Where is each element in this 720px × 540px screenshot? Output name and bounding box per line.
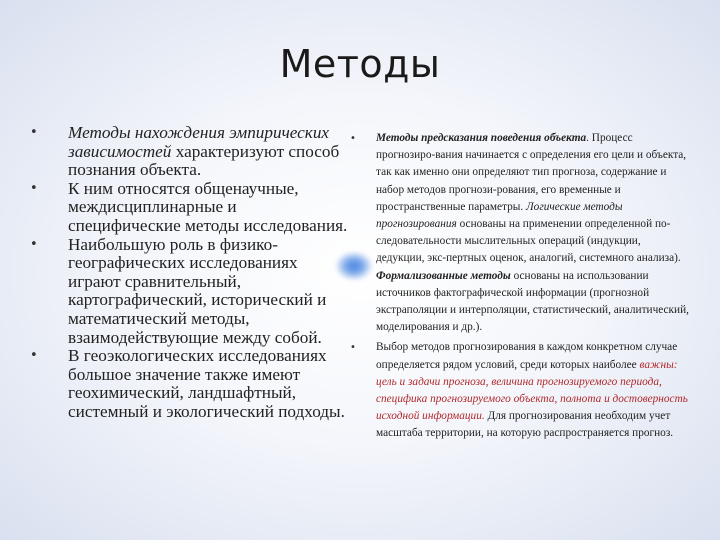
bullet-icon: • — [350, 342, 356, 354]
important-conditions-text: важны: цель и задачи прогноза, величина прогнозируемого периода, специфика прогнозируемого объекта, полнота и достоверность исходной информации. — [376, 358, 688, 423]
bullet-icon: • — [30, 125, 38, 140]
list-item — [30, 124, 348, 180]
right-bullet-list — [350, 130, 690, 443]
item-text: К ним относятся общенаучные, междисциплинарные и специфические методы исследования. — [68, 178, 348, 235]
bullet-icon: • — [30, 348, 38, 364]
item-heading: Методы предсказания поведения объекта — [376, 132, 587, 144]
list-item — [350, 339, 690, 442]
logical-methods-label: Логические методы прогнозирования — [376, 200, 623, 231]
list-item — [30, 180, 348, 236]
list-item — [30, 236, 348, 348]
item-text: Выбор методов прогнозирования в каждом конкретном случае определяется рядом условий, среди которых наиболее — [376, 341, 678, 371]
item-text: основаны на применении определенной по-следовательности мыслительных операций (индукции, дедукции, экс-пертных оценок, аналогий, системного анализа). — [376, 218, 681, 265]
list-item — [30, 347, 348, 421]
item-text: Наибольшую роль в физико-географических исследованиях играют сравнительный, картографический, исторический и математический методы, взаимодействующие между собой. — [68, 234, 327, 347]
emphasis-text: Методы нахождения эмпирических зависимостей — [68, 123, 330, 161]
item-text: Для прогнозирования необходим учет масштаба территории, на которую распространяется прогноз. — [376, 410, 674, 440]
slide-title: Методы — [279, 42, 441, 86]
item-text: Процесс прогнозиро-вания начинается с определения его цели и объекта, так как именно они определяют тип прогноза, содержание и набор методов прогнози-рования, его временные и пространственные параметры. — [376, 132, 687, 213]
bullet-icon: • — [30, 180, 38, 196]
list-item — [350, 130, 690, 336]
bullet-icon: • — [350, 133, 356, 144]
heading-period: . — [586, 132, 589, 144]
left-bullet-list — [30, 124, 348, 422]
formal-methods-label: Формализованные методы — [376, 269, 511, 282]
item-text: В геоэкологических исследованиях большое значение также имеют геохимический, ландшафтный, системный и экологический подходы. — [68, 346, 345, 421]
item-text: характеризуют способ познания объекта. — [68, 141, 340, 180]
item-text: основаны на использовании источников фактографической информации (прогнозной экстраполяции и интерполяции, статистический, аналитический, моделирования и др.). — [376, 269, 689, 334]
bullet-icon: • — [30, 236, 38, 252]
